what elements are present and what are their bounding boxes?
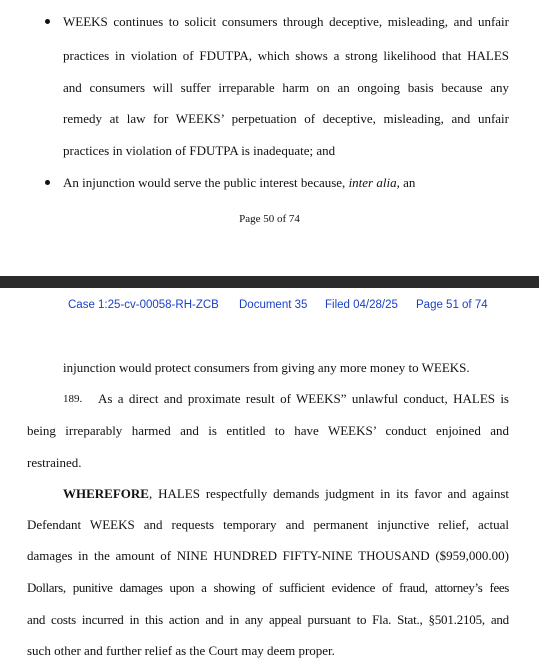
case-number: Case 1:25-cv-00058-RH-ZCB: [68, 299, 219, 311]
wherefore-line-4: Dollars, punitive damages upon a showing of sufficient evidence of fraud, attorney’s fees: [27, 580, 509, 595]
bullet2-line: [63, 175, 415, 191]
wherefore-bold: WHEREFORE: [63, 486, 149, 501]
para-189-line-3: restrained.: [27, 455, 82, 470]
wherefore-line-2: Defendant WEEKS and requests temporary and permanent injunctive relief, actual: [27, 517, 509, 532]
page-number: Page 51 of 74: [416, 299, 488, 311]
bullet1-line-4: remedy at law for WEEKS’ perpetuation of deceptive, misleading, and unfair: [63, 111, 509, 126]
wherefore-line-6: such other and further relief as the Court may deem proper.: [27, 643, 335, 658]
wherefore-line-5: and costs incurred in this action and in any appeal pursuant to Fla. Stat., §501.2105, and: [27, 612, 509, 627]
para-189-line-2: being irreparably harmed and is entitled to have WEEKS’ conduct enjoined and: [27, 423, 509, 438]
bullet1-line-3: and consumers will suffer irreparable harm on an ongoing basis because any: [63, 80, 509, 95]
bullet-icon: [45, 180, 50, 185]
para-number: 189.: [63, 393, 83, 405]
wherefore-line-3: damages in the amount of NINE HUNDRED FIFTY-NINE THOUSAND ($959,000.00): [27, 548, 509, 563]
page-footer: Page 50 of 74: [239, 213, 300, 225]
para-189-text-1: As a direct and proximate result of WEEKS” unlawful conduct, HALES is: [98, 391, 509, 406]
document-number: Document 35: [239, 299, 308, 311]
bullet-icon: [45, 19, 50, 24]
bullet2-italic: inter alia: [348, 175, 397, 190]
wherefore-text-1: , HALES respectfully demands judgment in its favor and against: [148, 486, 509, 501]
bullet1-line-1: WEEKS continues to solicit consumers through deceptive, misleading, and unfair: [63, 14, 509, 29]
previous-page: [0, 0, 539, 276]
bullet2-text-after: , an: [396, 175, 416, 190]
bullet2-text-before: An injunction would serve the public interest because,: [63, 175, 349, 190]
para-189-line-1: [63, 391, 509, 407]
wherefore-line-1: [63, 486, 509, 502]
bullet1-line-5: practices in violation of FDUTPA is inadequate; and: [63, 143, 336, 158]
bullet1-line-2: practices in violation of FDUTPA, which shows a strong likelihood that HALES: [63, 48, 509, 63]
page-divider: [0, 276, 539, 288]
filed-date: Filed 04/28/25: [325, 299, 398, 311]
continuation-line: injunction would protect consumers from giving any more money to WEEKS.: [63, 360, 470, 375]
